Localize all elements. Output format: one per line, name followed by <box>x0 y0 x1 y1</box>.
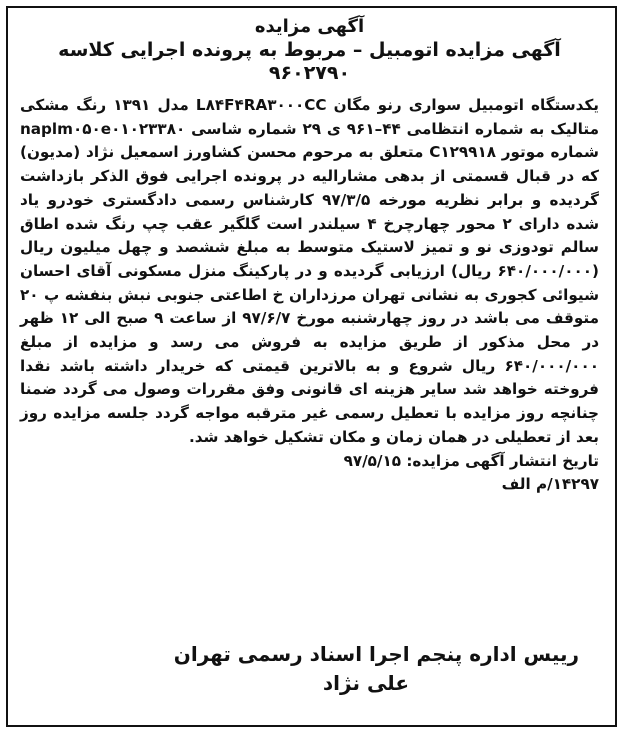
notice-subheading: آگهی مزایده اتومبیل – مربوط به پرونده اجرایی کلاسه <box>58 38 561 61</box>
case-number: ۹۶۰۲۷۹۰ <box>268 62 351 85</box>
signature-block <box>174 639 579 697</box>
notice-heading: آگهی مزایده <box>254 16 365 37</box>
signature-name: علی نژاد <box>322 671 409 695</box>
notice-body-text: یکدستگاه اتومبیل سواری رنو مگان L۸۴F۴RA۳۰۰۰CC مدل ۱۳۹۱ رنگ مشکی متالیک به شماره انتظامی ۴۴–۹۶۱ ی ۲۹ شماره شاسی naplm۰۵۰e۰۱۰۲۳۳۸۰ شماره موتور C۱۲۹۹۱۸ متعلق به مرحوم محسن کشاورز اسمعیل نژاد (مدیون) که در قبال قسمتی از بدهی مشارالیه در پرونده اجرایی فوق الذکر بازداشت گردیده و برابر نظریه مورخه ۹۷/۳/۵ کارشناس رسمی دادگستری خودرو یاد شده دارای ۲ محور چهارچرخ ۴ سیلندر است گلگیر عقب چپ رنگ شده اطاق سالم تودوزی نو و تمیز لاستیک متوسط به مبلغ ششصد و چهل میلیون ریال (۶۴۰/۰۰۰/۰۰۰ ریال) ارزیابی گردیده و در پارکینگ منزل مسکونی آقای احسان شیوائی کجوری به نشانی تهران مرزداران خ اطاعتی جنوبی نبش بنفشه پ ۲۰ متوقف می باشد در روز چهارشنبه مورخ ۹۷/۶/۷ از ساعت ۹ صبح الی ۱۲ ظهر در محل مذکور از طریق مزایده به فروش می رسد و مزایده از مبلغ ۶۴۰/۰۰۰/۰۰۰ ریال شروع و به بالاترین قیمتی که خریدار داشته باشد نقدا فروخته خواهد شد سایر هزینه ای قانونی وفق مقررات وصول می گردد ضمنا چنانچه روز مزایده با تعطیل رسمی غیر مترقبه مواجه گردد جلسه مزایده روز بعد از تعطیلی در همان زمان و مکان تشکیل خواهد شد. <box>20 96 600 446</box>
signature-title: رییس اداره پنجم اجرا اسناد رسمی تهران <box>173 642 579 666</box>
reference-number: ۱۴۲۹۷/م الف <box>501 475 599 494</box>
notice-body <box>20 94 599 450</box>
notice-frame <box>6 6 617 727</box>
publish-date-line: تاریخ انتشار آگهی مزایده: ۹۷/۵/۱۵ <box>343 451 599 470</box>
